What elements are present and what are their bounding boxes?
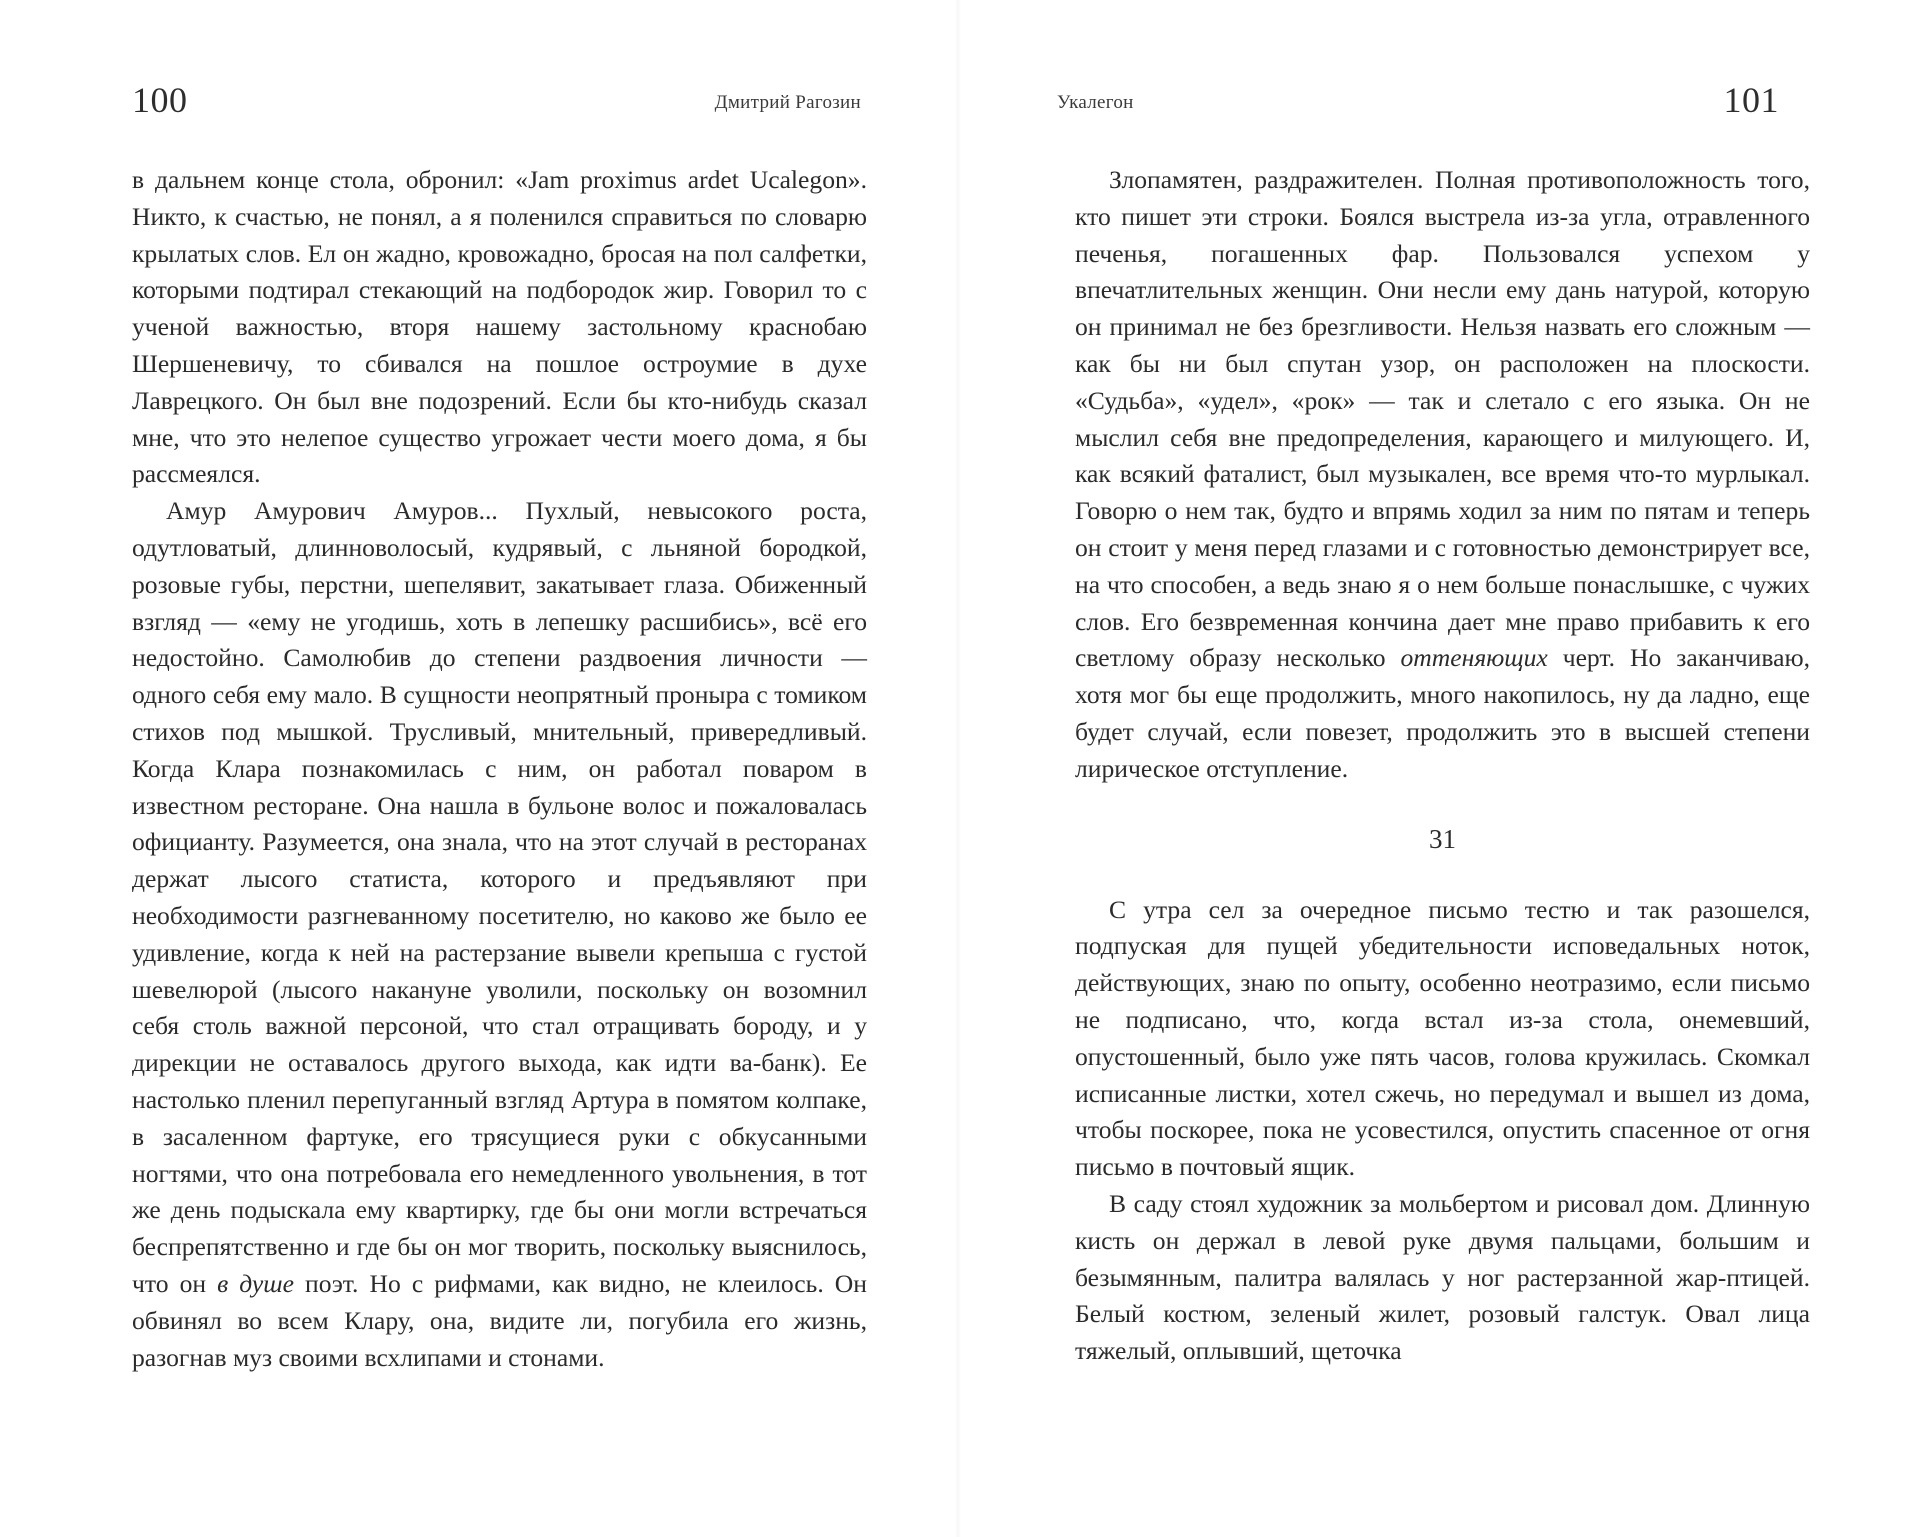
paragraph-text: Амур Амурович Амуров... Пухлый, невысокого роста, одутловатый, длинноволосый, кудрявый, с льняной бородкой, розовые губы, перстни, шепелявит, закатывает глаза. Обиженный взгляд — «ему не угодишь, хоть в лепешку расшибись», всё его недостойно. Самолюбив до степени раздвоения личности — одного себя ему мало. В сущности неопрятный проныра с томиком стихов под мышкой. Трусливый, мнительный, привередливый. Когда Клара познакомилась с ним, он работал поваром в известном ресторане. Она нашла в бульоне волос и пожаловалась официанту. Разумеется, она знала, что на этот случай в ресторанах держат лысого статиста, которого и предъявляют при необходимости разгневанному посетителю, но каково же было ее удивление, когда к ней на растерзание вывели крепыша с густой шевелюрой (лысого накануне уволили, поскольку он возомнил себя столь важной персоной, что стал отращивать бороду, и у дирекции не оставалось другого выхода, как идти ва-банк). Ее настолько пленил перепуганный взгляд Артура в помятом колпаке, в засаленном фартуке, его трясущиеся руки с обкусанными ногтями, что она потребовала его немедленного увольнения, в тот же день подыскала ему квартирку, где бы они могли встречаться беспрепятственно и где бы он мог творить, поскольку выяснилось, что он (132, 496, 867, 1298)
right-running-head: Укалегон (1057, 92, 1134, 113)
paragraph-text: Злопамятен, раздражителен. Полная противоположность того, кто пишет эти строки. Боялся выстрела из-за угла, отравленного печенья, погашенных фар. Пользовался успехом у впечатлительных женщин. Они несли ему дань натурой, которую он принимал не без брезгливости. Нельзя назвать его сложным — как бы ни был спутан узор, он расположен на плоскости. «Судьба», «удел», «рок» — так и слетало с его языка. Он не мыслил себя вне предопределения, карающего и милующего. И, как всякий фаталист, был музыкален, все время что-то мурлыкал. Говорю о нем так, будто и впрямь ходил за ним по пятам и теперь он стоит у меня перед глазами и с готовностью демонстрирует все, на что способен, а ведь знаю я о нем больше понаслышке, с чужих слов. Его безвременная кончина дает мне право прибавить к его светлому образу несколько (1075, 165, 1810, 673)
paragraph-text: черт. Но заканчиваю, хотя мог бы еще продолжить, много накопилось, ну да ладно, еще будет случай, если повезет, продолжить это в высшей степени лирическое отступление. (1075, 643, 1810, 783)
paragraph: в дальнем конце стола, обронил: «Jam proximus ardet Ucalegon». Никто, к счастью, не понял, а я поленился справиться по словарю крылатых слов. Ел он жадно, кровожадно, бросая на пол салфетки, которыми подтирал стекающий на подбородок жир. Говорил то с ученой важностью, вторя нашему застольному краснобаю Шершеневичу, то сбивался на пошлое остроумие в духе Лаврецкого. Он был вне подозрений. Если бы кто-нибудь сказал мне, что это нелепое существо угрожает чести моего дома, я бы рассмеялся. (132, 165, 867, 489)
right-text-block (1075, 162, 1810, 1370)
paragraph: С утра сел за очередное письмо тестю и так разошелся, подпуская для пущей убедительности исповедальных ноток, действующих, знаю по опыту, особенно неотразимо, если письмо не подписано, что, когда встал из-за стола, онемевший, опустошенный, было уже пять часов, голова кружилась. Скомкал исписанные листки, хотел сжечь, но передумал и вышел из дома, чтобы поскорее, пока не усовестился, опустить спасенное от огня письмо в почтовый ящик. (1075, 894, 1810, 1182)
paragraph-text: поэт. Но с рифмами, как видно, не клеилось. Он обвинял во всем Клару, она, видите ли, погубила его жизнь, разогнав муз своими всхлипами и стонами. (132, 1268, 867, 1372)
paragraph: В саду стоял художник за мольбертом и рисовал дом. Длинную кисть он держал в левой руке двумя пальцами, большим и безымянным, палитра валялась у ног растерзанной жар-птицей. Белый костюм, зеленый жилет, розовый галстук. Овал лица тяжелый, оплывший, щеточка (1075, 1188, 1810, 1366)
chapter-number: 31 (1429, 823, 1456, 854)
left-running-head: Дмитрий Рагозин (714, 92, 861, 113)
right-page (957, 0, 1914, 1537)
right-page-number: 101 (1723, 80, 1779, 120)
italic-emphasis: в душе (217, 1268, 294, 1298)
italic-emphasis: оттеняющих (1400, 643, 1548, 673)
paragraph (132, 493, 867, 1376)
left-page-number: 100 (132, 80, 188, 120)
left-text-block (132, 162, 867, 1376)
paragraph (1075, 162, 1810, 788)
